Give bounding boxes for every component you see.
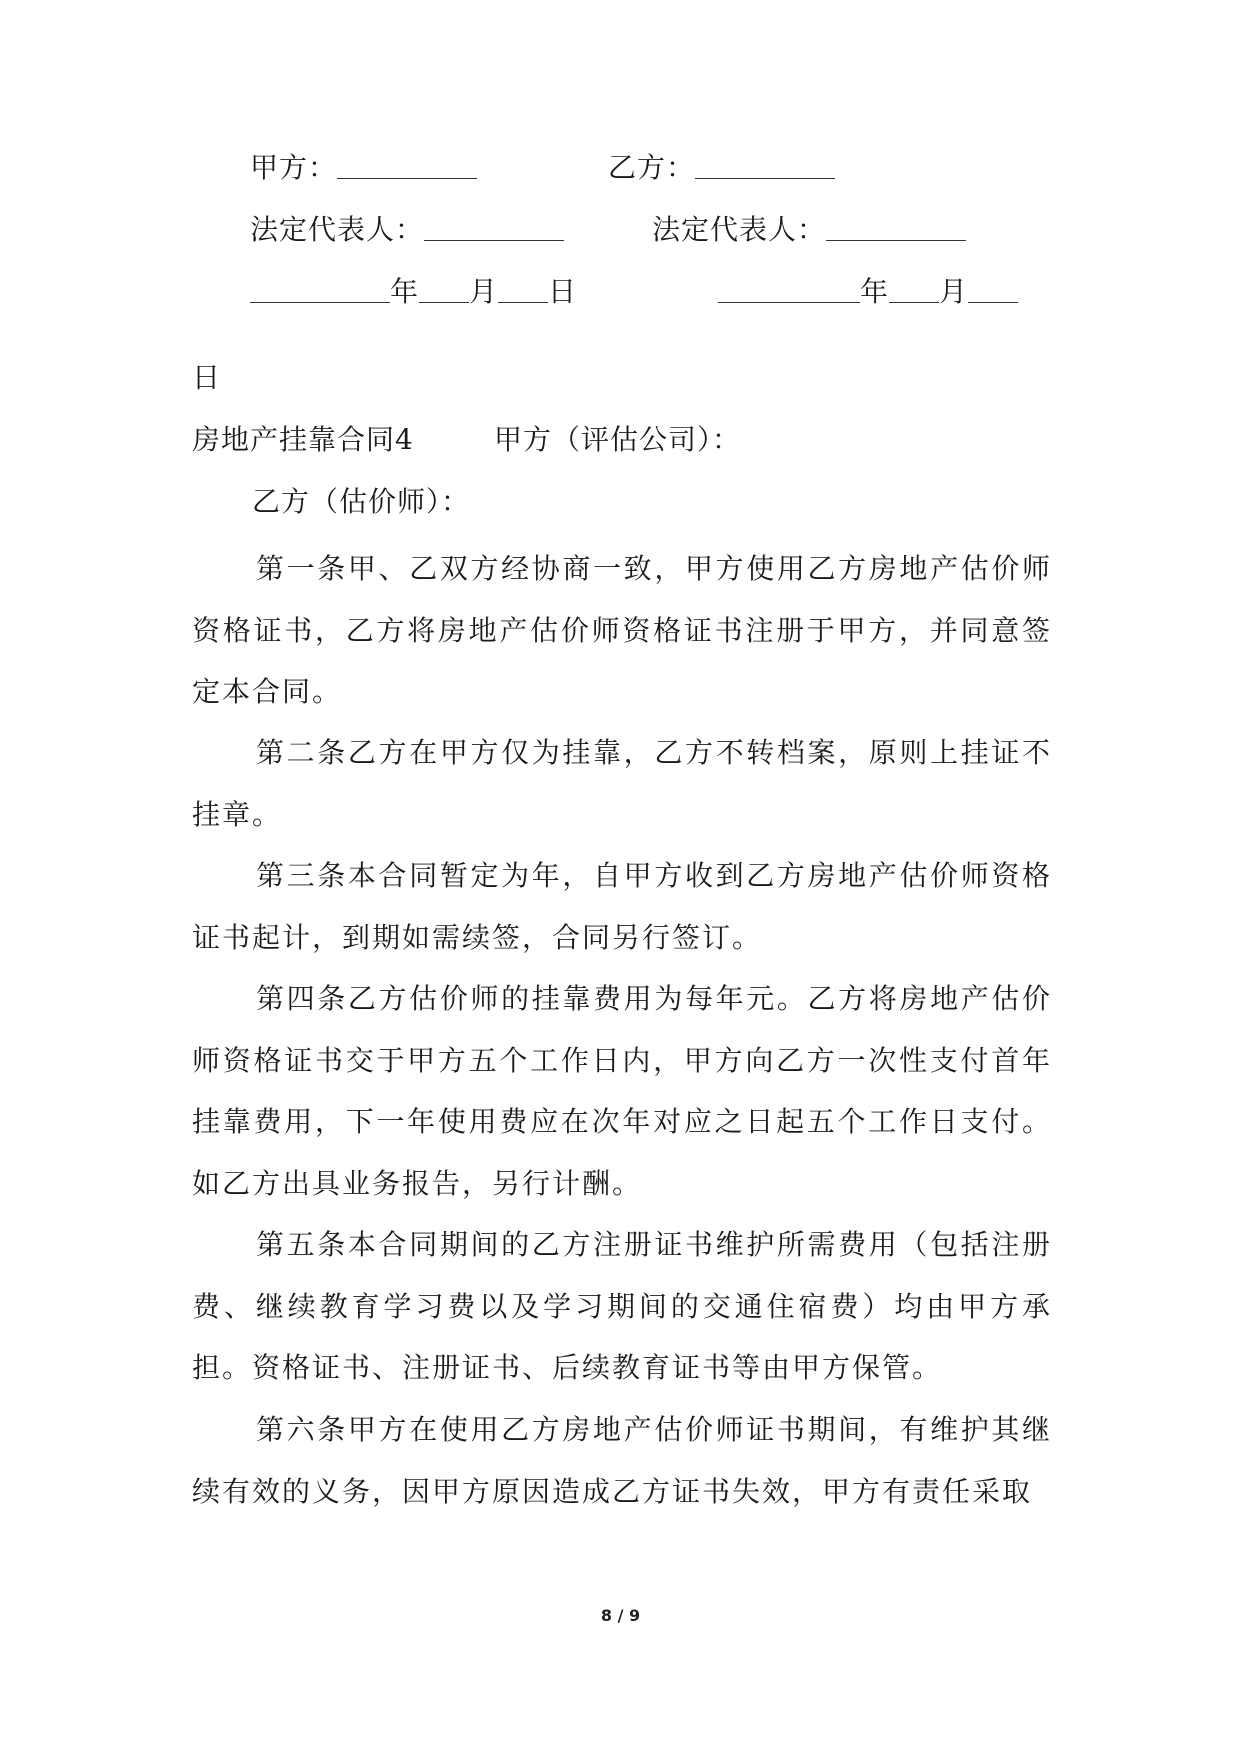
date-a-day: 日 (548, 275, 578, 308)
page-number: 8 / 9 (600, 1606, 641, 1625)
date-b-month: 月 (939, 275, 969, 308)
party-b-label: 乙方： (608, 151, 696, 184)
rep-b-blank (826, 216, 966, 241)
date-a (250, 274, 577, 310)
date-a-day-blank (498, 278, 548, 303)
article-3: 第三条本合同暂定为年，自甲方收到乙方房地产估价师资格证书起计，到期如需续签，合同另行签订。 (192, 859, 1052, 954)
contract-party-a (494, 422, 741, 458)
rep-b-label: 法定代表人： (652, 213, 827, 246)
contract-heading (192, 422, 414, 458)
rep-b-signature (652, 212, 966, 248)
article-5: 第五条本合同期间的乙方注册证书维护所需费用（包括注册费、继续教育学习费以及学习期间的交通住宿费）均由甲方承担。资格证书、注册证书、后续教育证书等由甲方保管。 (192, 1228, 1052, 1384)
article-1: 第一条甲、乙双方经协商一致，甲方使用乙方房地产估价师资格证书，乙方将房地产估价师资格证书注册于甲方，并同意签定本合同。 (192, 552, 1052, 708)
article-4: 第四条乙方估价师的挂靠费用为每年元。乙方将房地产估价师资格证书交于甲方五个工作日内，甲方向乙方一次性支付首年挂靠费用，下一年使用费应在次年对应之日起五个工作日支付。如乙方出具业务报告，另行计酬。 (192, 982, 1052, 1200)
party-b-signature (608, 150, 835, 186)
article-6: 第六条甲方在使用乙方房地产估价师证书期间，有维护其继续有效的义务，因甲方原因造成乙方证书失效，甲方有责任采取 (192, 1413, 1052, 1508)
contract-party-a-text: 甲方（评估公司）： (494, 423, 742, 456)
date-b-day-blank (968, 278, 1018, 303)
rep-a-label: 法定代表人： (250, 213, 425, 246)
party-a-label: 甲方： (250, 151, 338, 184)
date-b-month-blank (889, 278, 939, 303)
rep-a-blank (424, 216, 564, 241)
date-b-year: 年 (860, 275, 890, 308)
article-2: 第二条乙方在甲方仅为挂靠，乙方不转档案，原则上挂证不挂章。 (192, 736, 1052, 831)
party-a-signature (250, 150, 477, 186)
rep-a-signature (250, 212, 564, 248)
contract-title: 房地产挂靠合同4 (192, 423, 414, 456)
date-b (718, 274, 1018, 310)
date-b-year-blank (718, 278, 860, 303)
party-a-blank (337, 154, 477, 179)
contract-party-b (252, 484, 470, 520)
date-a-month-blank (419, 278, 469, 303)
party-b-blank (695, 154, 835, 179)
date-b-day-wrap (192, 360, 221, 396)
date-a-month: 月 (469, 275, 499, 308)
date-b-day: 日 (192, 361, 222, 394)
contract-party-b-text: 乙方（估价师）： (252, 485, 471, 518)
date-a-year: 年 (390, 275, 420, 308)
date-a-year-blank (250, 278, 390, 303)
